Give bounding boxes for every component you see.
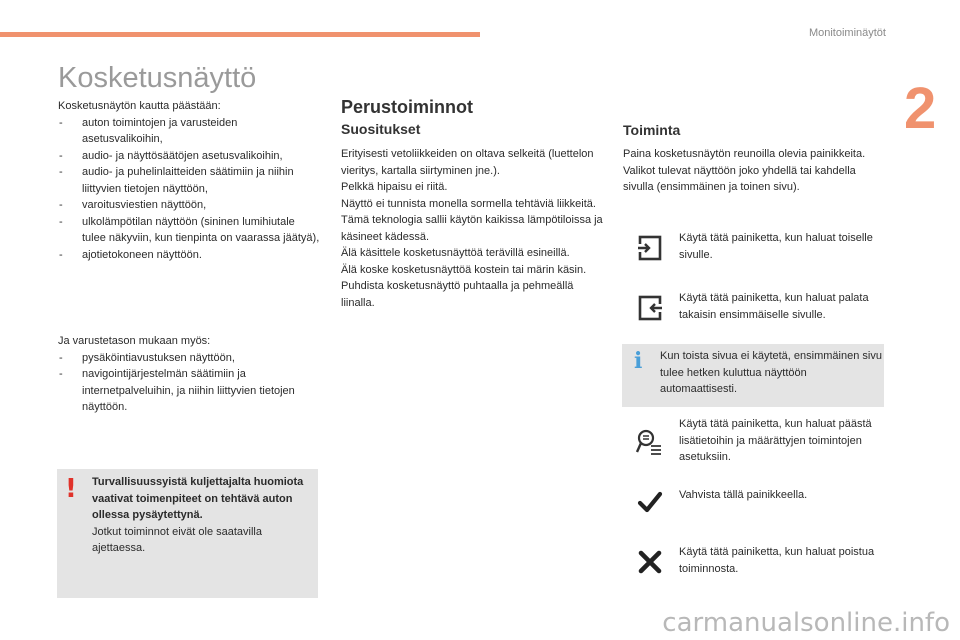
confirm-check-icon [636,488,664,516]
section-title: Monitoiminäytöt [808,27,886,39]
exit-cross-icon [636,548,664,576]
operation-intro [623,146,885,196]
extra-feature-list [58,350,298,416]
list-item: - audio- ja näyttösäätöjen asetusvalikoihin, [58,148,320,165]
paragraph: Erityisesti vetoliikkeiden on oltava selkeitä (luettelon vieritys, kartalla siirtyminen jne.). [341,148,594,177]
paragraph: Tämä teknologia sallii käytön kaikissa lämpötiloissa ja käsineet kädessä. [341,214,603,243]
left-intro-2: Ja varustetason mukaan myös: [58,335,211,347]
list-item: - auton toimintojen ja varusteiden asetusvalikoihin, [58,115,320,148]
left-column [58,98,320,263]
subheading-operation: Toiminta [623,122,681,138]
chapter-number: 2 [904,76,937,141]
left-column-extra [58,333,298,416]
subheading-recommendations: Suositukset [341,121,421,137]
paragraph: Älä käsittele kosketusnäyttöä terävillä esineillä. [341,247,570,259]
list-item: - ulkolämpötilan näyttöön (sininen lumihiutale tulee näkyviin, kun tienpinta on vaarassa jäätyä), [58,214,320,247]
info-icon: i [634,348,643,374]
paragraph: Pelkkä hipaisu ei riitä. [341,181,448,193]
page-title: Kosketusnäyttö [58,62,257,94]
list-item: - navigointijärjestelmän säätimiin ja internetpalveluihin, ja niihin liittyvien tietojen näyttöön. [58,366,298,416]
info-text: Kun toista sivua ei käytetä, ensimmäinen sivu tulee hetken kuluttua näyttöön automaattisesti. [660,350,882,395]
paragraph: Näyttö ei tunnista monella sormella tehtäviä liikkeitä. [341,197,596,210]
previous-page-icon [636,294,664,322]
previous-page-description: Käytä tätä painiketta, kun haluat palata takaisin ensimmäiselle sivulle. [679,292,869,321]
list-item: - varoitusviestien näyttöön, [58,197,320,214]
feature-list [58,115,320,264]
exit-description: Käytä tätä painiketta, kun haluat poistua toiminnosta. [679,546,875,575]
warning-text: Jotkut toiminnot eivät ole saatavilla ajettaessa. [92,525,262,554]
list-item: - pysäköintiavustuksen näyttöön, [58,350,298,367]
warning-bold-text: Turvallisuussyistä kuljettajalta huomiota vaativat toimenpiteet on tehtävä auton ollessa pysäytettynä. [92,476,304,521]
confirm-description: Vahvista tällä painikkeella. [679,489,808,501]
paragraph: Puhdista kosketusnäyttö puhtaalla ja pehmeällä liinalla. [341,280,574,309]
next-page-description: Käytä tätä painiketta, kun haluat toiselle sivulle. [679,232,873,261]
paragraph: Älä koske kosketusnäyttöä kostein tai märin käsin. [341,263,587,276]
details-icon [635,428,663,456]
warning-content [92,474,310,557]
details-description: Käytä tätä painiketta, kun haluat päästä lisätietoihin ja määrättyjen toimintojen asetuksiin. [679,418,872,463]
section-heading: Perustoiminnot [341,97,474,117]
warning-icon: ! [65,474,77,504]
top-accent-bar [0,32,480,37]
left-intro: Kosketusnäytön kautta päästään: [58,100,221,112]
list-item: - ajotietokoneen näyttöön. [58,247,320,264]
paragraph: Paina kosketusnäytön reunoilla olevia painikkeita. [623,148,866,160]
paragraph: Valikot tulevat näyttöön joko yhdellä tai kahdella sivulla (ensimmäinen ja toinen sivu). [623,164,856,193]
next-page-icon [636,234,664,262]
list-item: - audio- ja puhelinlaitteiden säätimiin ja niihin liittyvien tietojen näyttöön, [58,164,320,197]
watermark: carmanualsonline.info [662,608,950,638]
recommendations-text [341,146,609,311]
